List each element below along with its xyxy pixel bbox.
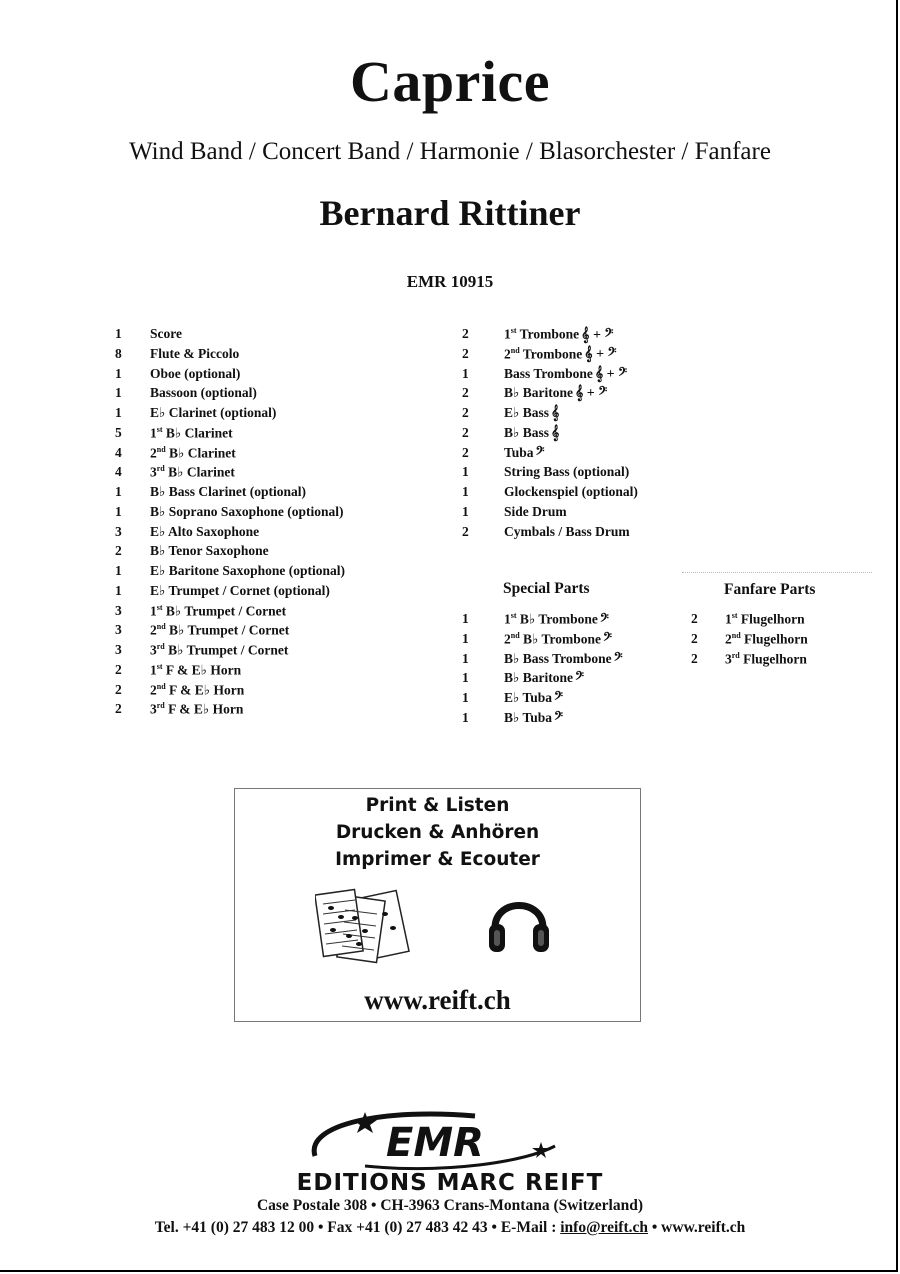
part-label: Bass Trombone <box>504 365 593 381</box>
part-quantity: 2 <box>691 611 698 626</box>
part-row <box>691 631 871 649</box>
part-label: B♭ Trombone <box>516 611 598 627</box>
part-name <box>504 690 563 707</box>
part-row <box>115 701 455 719</box>
promo-line-french: Imprimer & Ecouter <box>335 849 540 870</box>
part-row <box>462 611 682 629</box>
part-row <box>115 642 455 660</box>
part-name <box>150 385 257 401</box>
part-label: F & E♭ Horn <box>162 662 242 678</box>
contact-website: • www.reift.ch <box>648 1219 746 1236</box>
part-quantity: 2 <box>462 405 469 420</box>
part-label: E♭ Bass <box>504 405 550 420</box>
part-name <box>150 524 259 540</box>
part-ordinal: 2 <box>504 631 511 647</box>
part-row <box>115 622 455 640</box>
score-title: Caprice <box>350 49 550 114</box>
part-quantity: 1 <box>115 484 122 499</box>
part-quantity: 5 <box>115 424 122 440</box>
part-quantity: 2 <box>115 661 122 677</box>
part-name <box>150 583 330 599</box>
part-name <box>150 425 233 442</box>
part-name <box>150 662 241 679</box>
clef-icon: 𝄞 + 𝄢 <box>575 386 608 402</box>
part-quantity: 1 <box>115 582 122 598</box>
part-name <box>504 346 617 364</box>
part-ordinal: 3 <box>150 701 157 717</box>
part-name <box>150 543 269 559</box>
part-ordinal: 3 <box>725 651 732 666</box>
part-label: E♭ Trumpet / Cornet (optional) <box>150 582 330 598</box>
print-listen-box[interactable] <box>234 788 641 1022</box>
part-row <box>115 405 455 423</box>
part-ordinal-suffix: nd <box>731 630 741 640</box>
fanfare-parts-list <box>691 611 871 671</box>
part-label: Oboe (optional) <box>150 365 241 381</box>
part-name <box>150 682 244 699</box>
part-label: Score <box>150 326 182 341</box>
part-ordinal-suffix: rd <box>156 701 165 711</box>
part-ordinal-suffix: st <box>156 424 163 434</box>
part-quantity: 3 <box>115 622 122 638</box>
part-row <box>115 603 455 621</box>
part-ordinal: 2 <box>504 346 511 362</box>
part-name <box>504 464 629 480</box>
part-ordinal-suffix: st <box>510 326 517 335</box>
part-quantity: 1 <box>115 385 122 401</box>
part-name <box>504 611 609 629</box>
clef-icon: 𝄞 + 𝄢 <box>584 347 617 363</box>
part-quantity: 2 <box>691 650 698 666</box>
part-name <box>504 504 567 520</box>
part-label: Trombone <box>519 346 583 362</box>
part-quantity: 1 <box>462 709 469 725</box>
part-row <box>115 445 455 463</box>
part-quantity: 8 <box>115 345 122 361</box>
part-ordinal: 2 <box>150 682 157 697</box>
part-label: Bassoon (optional) <box>150 385 257 401</box>
part-label: F & E♭ Horn <box>164 701 244 717</box>
part-row <box>115 583 455 601</box>
part-quantity: 1 <box>115 365 122 381</box>
part-row <box>462 670 682 688</box>
clef-icon: 𝄢 <box>554 710 564 726</box>
part-row <box>691 651 871 669</box>
part-name <box>150 504 344 520</box>
part-ordinal: 1 <box>725 611 732 627</box>
part-quantity: 1 <box>462 484 469 499</box>
part-quantity: 4 <box>115 464 122 480</box>
part-label: Flugelhorn <box>740 631 808 647</box>
part-ordinal: 2 <box>150 445 157 460</box>
part-ordinal-suffix: rd <box>156 464 165 474</box>
part-row <box>115 464 455 482</box>
part-label: F & E♭ Horn <box>165 682 245 697</box>
part-quantity: 2 <box>462 424 469 440</box>
part-row <box>115 524 455 542</box>
part-quantity: 1 <box>462 611 469 626</box>
clef-icon: 𝄢 <box>554 691 564 706</box>
composer-name: Bernard Rittiner <box>319 193 581 233</box>
part-row <box>691 611 871 629</box>
part-label: Tuba <box>504 444 534 460</box>
part-name <box>504 445 545 462</box>
part-ordinal: 1 <box>150 603 157 618</box>
part-quantity: 1 <box>462 670 469 686</box>
part-name <box>504 651 623 668</box>
special-parts-heading: Special Parts <box>503 580 590 597</box>
special-parts-list <box>462 611 682 731</box>
clef-icon: 𝄢 <box>535 445 545 461</box>
part-quantity: 1 <box>462 650 469 666</box>
part-ordinal: 2 <box>725 631 732 647</box>
part-name <box>504 670 584 687</box>
part-row <box>462 524 682 542</box>
part-name <box>504 385 607 402</box>
part-ordinal: 3 <box>150 464 157 480</box>
part-ordinal: 1 <box>150 425 157 441</box>
promo-line-english: Print & Listen <box>365 795 510 816</box>
part-name <box>504 524 630 540</box>
part-quantity: 1 <box>462 365 469 381</box>
parts-list-right <box>462 326 682 546</box>
part-ordinal: 3 <box>150 642 157 658</box>
part-name <box>150 405 276 421</box>
clef-icon: 𝄢 <box>575 671 585 687</box>
part-quantity: 2 <box>691 630 698 646</box>
part-label: B♭ Tenor Saxophone <box>150 543 269 559</box>
part-label: Flugelhorn <box>737 611 805 627</box>
part-label: B♭ Baritone <box>504 670 573 686</box>
part-name <box>150 346 239 362</box>
part-ordinal-suffix: rd <box>156 642 165 651</box>
part-quantity: 1 <box>462 690 469 705</box>
catalog-number: EMR 10915 <box>406 272 494 291</box>
part-row <box>115 682 455 700</box>
part-name <box>150 642 288 659</box>
part-ordinal: 1 <box>504 611 511 627</box>
part-name <box>150 603 286 620</box>
part-label: B♭ Trumpet / Cornet <box>165 622 290 638</box>
promo-line-german: Drucken & Anhören <box>335 822 540 843</box>
part-row <box>462 425 682 443</box>
part-label: B♭ Clarinet <box>165 445 236 460</box>
part-label: B♭ Bass Trombone <box>504 650 612 666</box>
part-ordinal-suffix: st <box>731 611 738 620</box>
part-label: B♭ Tuba <box>504 709 553 725</box>
part-label: B♭ Soprano Saxophone (optional) <box>150 503 344 519</box>
part-ordinal: 1 <box>504 326 511 342</box>
part-row <box>462 651 682 669</box>
part-row <box>115 326 455 344</box>
part-row <box>462 405 682 423</box>
part-ordinal: 2 <box>150 622 157 638</box>
publisher-address: Case Postale 308 • CH-3963 Crans-Montana (Switzerland) <box>256 1197 643 1214</box>
part-label: E♭ Alto Saxophone <box>150 523 260 539</box>
part-quantity: 3 <box>115 642 122 657</box>
part-name <box>150 464 235 481</box>
emr-logo <box>305 1104 565 1176</box>
clef-icon: 𝄢 <box>603 632 613 648</box>
part-label: B♭ Trumpet / Cornet <box>164 642 289 658</box>
part-label: String Bass (optional) <box>504 464 630 480</box>
part-row <box>115 366 455 384</box>
part-quantity: 3 <box>115 602 122 618</box>
part-ordinal-suffix: nd <box>156 681 166 691</box>
part-row <box>462 504 682 522</box>
part-name <box>150 445 236 462</box>
headphones-icon <box>485 884 553 958</box>
svg-text:EMR: EMR <box>386 1120 484 1166</box>
part-quantity: 1 <box>462 503 469 519</box>
parts-list-left <box>115 326 455 726</box>
part-name <box>504 484 638 500</box>
part-label: B♭ Clarinet <box>164 464 235 480</box>
part-label: Trombone <box>516 326 580 342</box>
part-quantity: 2 <box>462 523 469 539</box>
part-quantity: 2 <box>115 681 122 697</box>
part-quantity: 2 <box>462 385 469 401</box>
promo-website[interactable]: www.reift.ch <box>364 985 511 1015</box>
part-quantity: 1 <box>115 405 122 420</box>
part-name <box>504 405 559 422</box>
part-ordinal-suffix: st <box>156 602 163 612</box>
part-name <box>504 425 559 442</box>
part-quantity: 2 <box>462 326 469 341</box>
sheet-music-icon <box>315 884 435 976</box>
part-ordinal-suffix: rd <box>731 650 740 660</box>
publisher-name: EDITIONS MARC REIFT <box>296 1170 604 1196</box>
part-quantity: 1 <box>115 326 122 341</box>
clef-icon: 𝄢 <box>613 651 623 667</box>
part-quantity: 3 <box>115 523 122 539</box>
part-row <box>462 385 682 403</box>
part-name <box>504 326 613 344</box>
part-quantity: 1 <box>115 503 122 519</box>
part-row <box>115 385 455 403</box>
part-name <box>725 611 805 628</box>
clef-icon: 𝄞 <box>551 425 560 441</box>
part-label: B♭ Clarinet <box>162 425 233 441</box>
part-label: E♭ Baritone Saxophone (optional) <box>150 563 346 578</box>
part-name <box>150 326 182 342</box>
fanfare-parts-heading: Fanfare Parts <box>724 581 816 598</box>
part-label: B♭ Trombone <box>519 631 602 647</box>
part-label: E♭ Tuba <box>504 690 553 705</box>
part-row <box>462 710 682 728</box>
part-name <box>504 366 627 383</box>
part-ordinal-suffix: st <box>510 611 517 620</box>
part-quantity: 2 <box>115 543 122 559</box>
part-row <box>462 631 682 649</box>
part-name <box>725 631 808 648</box>
part-row <box>462 346 682 364</box>
part-quantity: 4 <box>115 444 122 460</box>
part-name <box>150 366 240 382</box>
part-row <box>462 445 682 463</box>
part-label: Flute & Piccolo <box>150 345 240 361</box>
part-label: B♭ Trumpet / Cornet <box>162 603 287 618</box>
part-name <box>725 651 807 668</box>
part-row <box>115 346 455 364</box>
part-quantity: 2 <box>115 701 122 717</box>
part-row <box>462 326 682 344</box>
part-row <box>115 563 455 581</box>
part-row <box>462 464 682 482</box>
part-quantity: 1 <box>462 630 469 646</box>
part-label: B♭ Baritone <box>504 385 573 401</box>
part-row <box>462 484 682 502</box>
part-label: Flugelhorn <box>739 651 807 666</box>
part-ordinal-suffix: nd <box>510 345 520 355</box>
part-row <box>115 484 455 502</box>
part-name <box>150 622 289 639</box>
part-name <box>150 563 345 579</box>
part-label: E♭ Clarinet (optional) <box>150 405 277 420</box>
part-row <box>462 366 682 384</box>
part-row <box>462 690 682 708</box>
clef-icon: 𝄞 + 𝄢 <box>581 327 614 343</box>
part-label: Side Drum <box>504 503 567 519</box>
dotted-divider <box>682 572 872 573</box>
clef-icon: 𝄢 <box>599 612 609 628</box>
part-label: Glockenspiel (optional) <box>504 484 638 499</box>
part-name <box>150 701 243 718</box>
part-label: Cymbals / Bass Drum <box>504 523 630 539</box>
part-quantity: 1 <box>462 464 469 480</box>
part-ordinal-suffix: nd <box>510 630 520 640</box>
part-ordinal-suffix: nd <box>156 444 166 454</box>
email-link[interactable]: info@reift.ch <box>560 1219 648 1236</box>
part-label: B♭ Bass <box>504 424 550 440</box>
part-quantity: 1 <box>115 563 122 578</box>
part-row <box>115 662 455 680</box>
part-name <box>150 484 306 500</box>
part-ordinal-suffix: nd <box>156 622 166 632</box>
part-row <box>115 543 455 561</box>
part-label: B♭ Bass Clarinet (optional) <box>150 484 307 499</box>
part-row <box>115 504 455 522</box>
clef-icon: 𝄞 <box>551 406 560 421</box>
part-ordinal-suffix: st <box>156 661 163 671</box>
contact-phone-fax: Tel. +41 (0) 27 483 12 00 • Fax +41 (0) 27 483 42 43 • E-Mail : <box>154 1219 561 1236</box>
part-quantity: 2 <box>462 444 469 460</box>
part-ordinal: 1 <box>150 662 157 678</box>
part-name <box>504 710 563 727</box>
part-name <box>504 631 612 649</box>
part-quantity: 2 <box>462 345 469 361</box>
part-row <box>115 425 455 443</box>
ensemble-subtitle: Wind Band / Concert Band / Harmonie / Blasorchester / Fanfare <box>129 138 771 165</box>
publisher-contact <box>0 1219 900 1237</box>
clef-icon: 𝄞 + 𝄢 <box>594 366 628 382</box>
